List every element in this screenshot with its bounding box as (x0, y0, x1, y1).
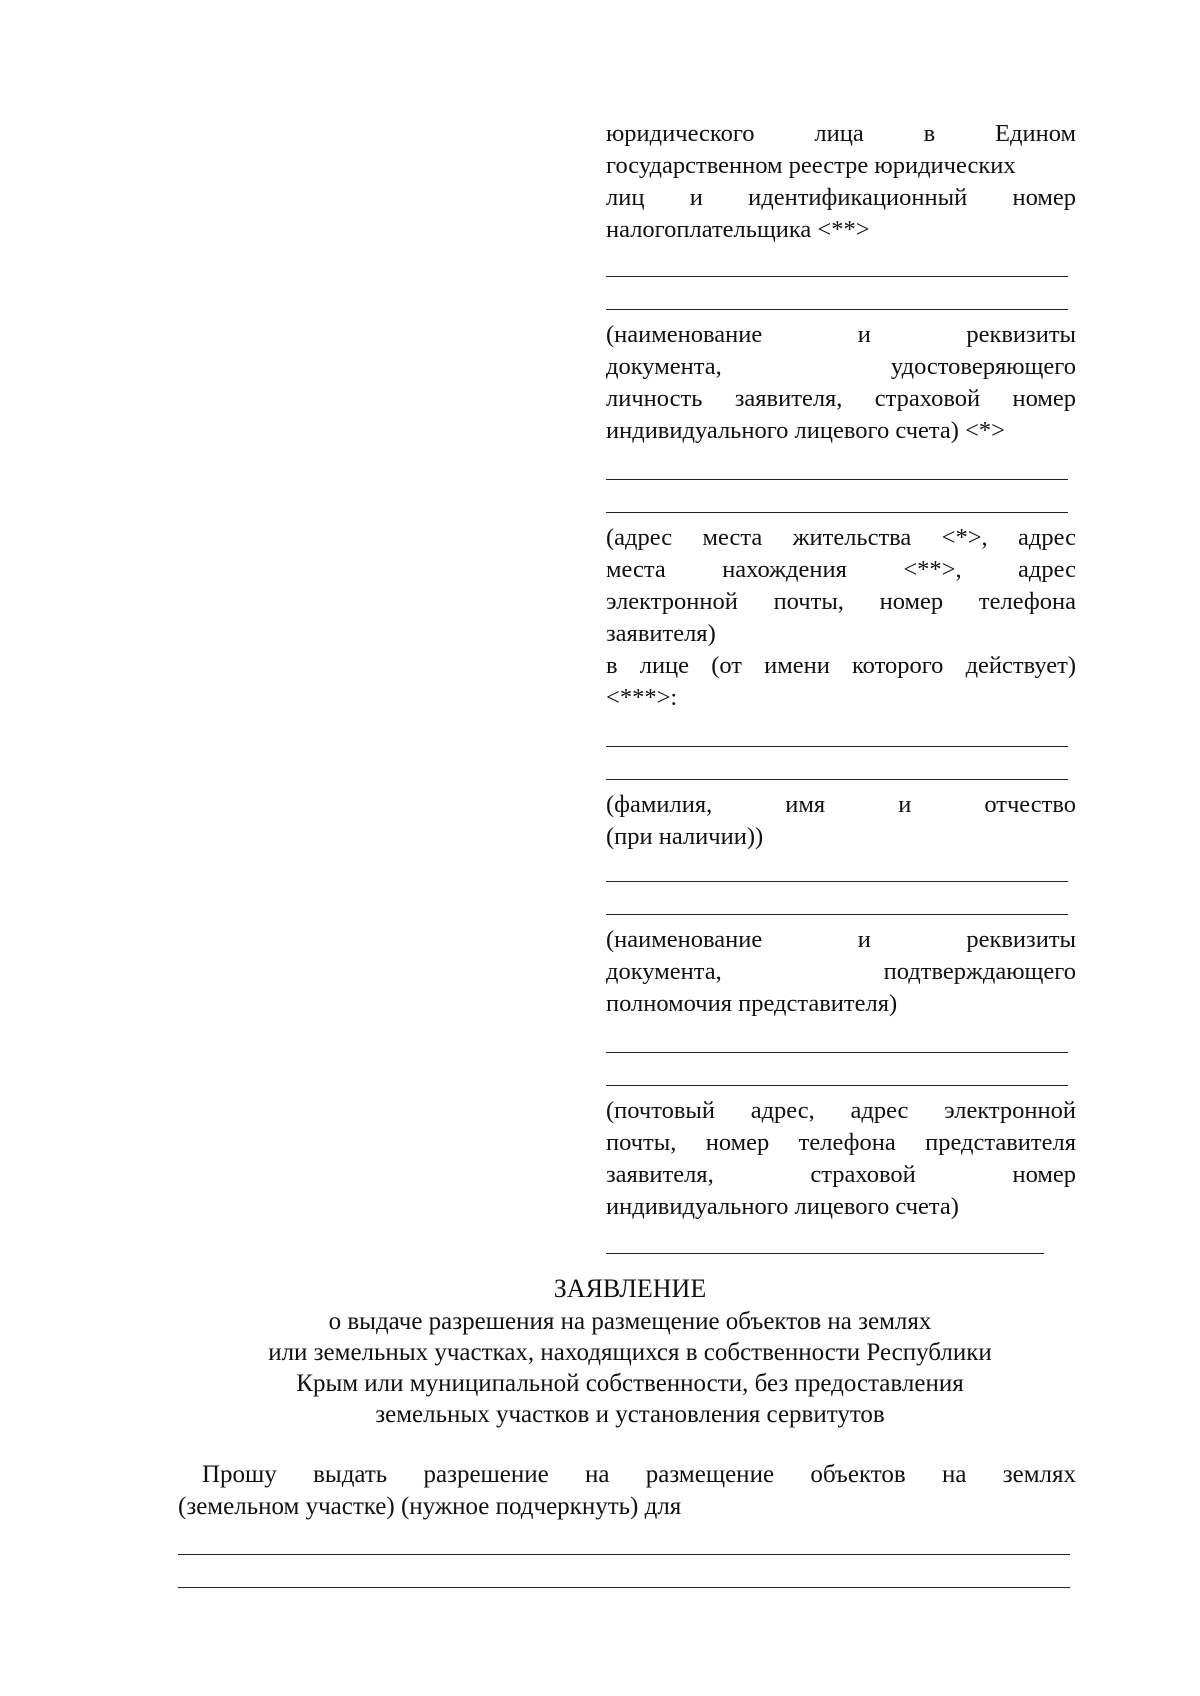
applicant-doc-line-2: документа, удостоверяющего (606, 353, 1076, 380)
blank-line-purpose-1[interactable] (178, 1554, 1070, 1555)
blank-line-address-1[interactable] (606, 479, 1068, 480)
blank-line-address-2[interactable] (606, 512, 1068, 513)
on-behalf-line-2: <***>: (606, 684, 678, 711)
rep-contacts-line-2: почты, номер телефона представителя (606, 1129, 1076, 1156)
entity-line-3: лиц и идентификационный номер (606, 184, 1076, 211)
request-paragraph (178, 1459, 1076, 1523)
blank-line-rep-contacts-2[interactable] (606, 1085, 1068, 1086)
statement-title: ЗАЯВЛЕНИЕ (553, 1274, 707, 1303)
request-line-2: (земельном участке) (нужное подчеркнуть) для (178, 1493, 682, 1520)
blank-line-fio-2[interactable] (606, 779, 1068, 780)
rep-contacts-line-1: (почтовый адрес, адрес электронной (606, 1097, 1076, 1124)
applicant-doc-line-3: личность заявителя, страховой номер (606, 385, 1076, 412)
address-line-3: электронной почты, номер телефона (606, 588, 1076, 615)
rep-doc-line-2: документа, подтверждающего (606, 958, 1076, 985)
applicant-doc-line-4: индивидуального лицевого счета) <*> (606, 417, 1005, 444)
fio-line-2: (при наличии)) (606, 823, 764, 850)
entity-line-4: налогоплательщика <**> (606, 216, 870, 243)
statement-subtitle-line-3: Крым или муниципальной собственности, без предоставления (296, 1370, 964, 1397)
rep-doc-line-3: полномочия представителя) (606, 990, 898, 1017)
statement-subtitle-line-4: земельных участков и установления сервитутов (375, 1401, 885, 1428)
blank-line-fio-1[interactable] (606, 746, 1068, 747)
rep-contacts-line-4: индивидуального лицевого счета) (606, 1193, 959, 1220)
entity-line-1: юридического лица в Едином (606, 120, 1076, 147)
statement-subtitle-line-2: или земельных участках, находящихся в собственности Республики (268, 1339, 992, 1366)
request-line-1: Прошу выдать разрешение на размещение объектов на землях (202, 1461, 1076, 1488)
address-line-4: заявителя) (606, 620, 716, 647)
statement-heading (130, 1273, 1130, 1430)
blank-line-rep-contacts-1[interactable] (606, 1052, 1068, 1053)
on-behalf-line-1: в лице (от имени которого действует) (606, 652, 1076, 679)
address-line-1: (адрес места жительства <*>, адрес (606, 524, 1076, 551)
blank-line-purpose-2[interactable] (178, 1587, 1070, 1588)
blank-line-rep-doc-2[interactable] (606, 914, 1068, 915)
applicant-details-column (606, 118, 1076, 1254)
address-line-2: места нахождения <**>, адрес (606, 556, 1076, 583)
blank-line-rep-doc-1[interactable] (606, 881, 1068, 882)
blank-line-rep-contacts-3[interactable] (606, 1253, 1044, 1254)
rep-doc-line-1: (наименование и реквизиты (606, 926, 1076, 953)
statement-subtitle-line-1: о выдаче разрешения на размещение объектов на землях (328, 1308, 932, 1335)
entity-line-2: государственном реестре юридических (606, 152, 1016, 179)
blank-line-applicant-doc-1[interactable] (606, 276, 1068, 277)
fio-line-1: (фамилия, имя и отчество (606, 791, 1076, 818)
applicant-doc-line-1: (наименование и реквизиты (606, 321, 1076, 348)
blank-line-applicant-doc-2[interactable] (606, 309, 1068, 310)
rep-contacts-line-3: заявителя, страховой номер (606, 1161, 1076, 1188)
